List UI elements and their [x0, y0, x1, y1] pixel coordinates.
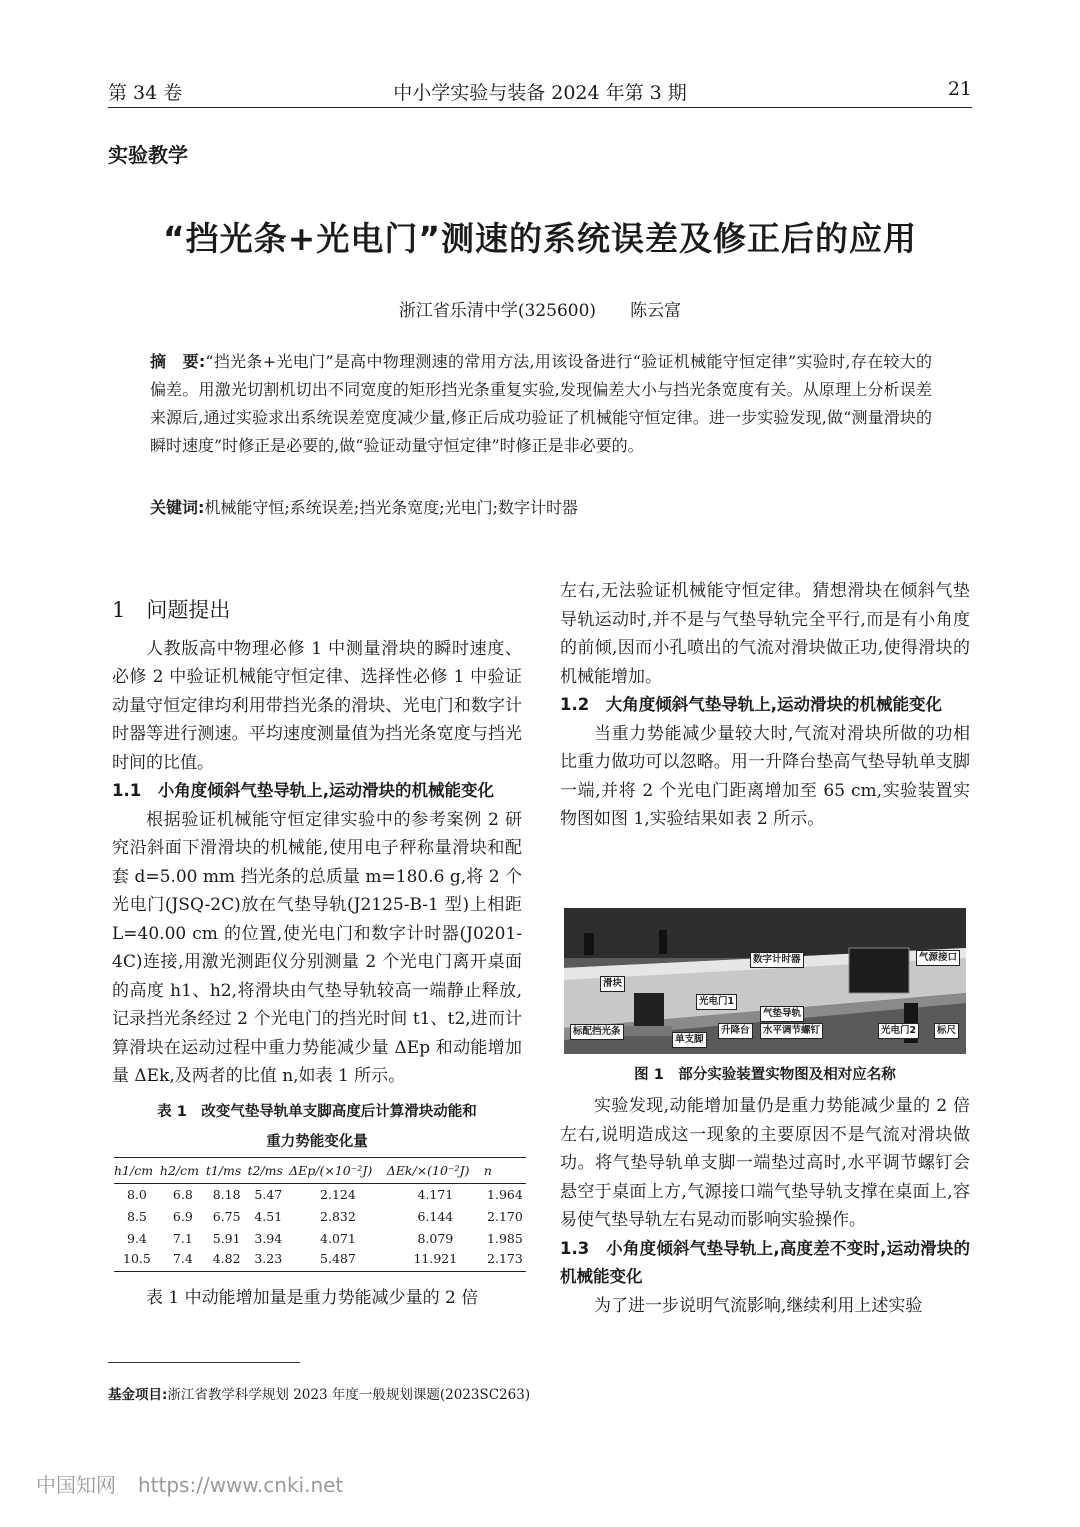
paragraph: 为了进一步说明气流影响,继续利用上述实验 [594, 1295, 923, 1316]
table-row [114, 1183, 526, 1205]
table-cell: 6.75 [212, 1208, 241, 1224]
table-header: h1/cm [114, 1157, 160, 1183]
table-cell: 8.079 [417, 1230, 454, 1246]
keywords-text: 机械能守恒;系统误差;挡光条宽度;光电门;数字计时器 [204, 498, 578, 517]
fig-label: 标尺 [934, 1023, 959, 1039]
table-cell: 1.985 [487, 1230, 523, 1246]
cnki-watermark [36, 1469, 343, 1498]
paragraph: 实验发现,动能增加量仍是重力势能减少量的 2 倍左右,说明造成这一现象的主要原因不是气流对滑块做功。将气垫导轨单支脚一端垫过高时,水平调节螺钉会悬空于桌面上方,气源接口端气垫导轨支撑在桌面上,容易使气垫导轨左右晃动而影响实验操作。 [560, 1096, 970, 1230]
table-cell: 5.47 [254, 1186, 283, 1202]
table-cell: 4.171 [417, 1186, 454, 1202]
paragraph: 左右,无法验证机械能守恒定律。猜想滑块在倾斜气垫导轨运动时,并不是与气垫导轨完全平行,而是有小角度的前倾,因而小孔喷出的气流对滑块做正功,使得滑块的机械能增加。 [560, 581, 970, 687]
paragraph: 表 1 中动能增加量是重力势能减少量的 2 倍 [146, 1287, 479, 1308]
subsection-heading-1-2: 1.2 大角度倾斜气垫导轨上,运动滑块的机械能变化 [560, 695, 942, 714]
table-row [114, 1205, 526, 1227]
figure-1-photo [564, 908, 966, 1054]
table-header: t1/ms [206, 1157, 248, 1183]
table-row [114, 1227, 526, 1249]
table-header: ΔEk/×(10⁻²J) [387, 1157, 484, 1183]
fig-label: 数字计时器 [750, 952, 804, 968]
table-cell: 8.18 [212, 1186, 241, 1202]
paragraph: 根据验证机械能守恒定律实验中的参考案例 2 研究沿斜面下滑滑块的机械能,使用电子秤称量滑块和配套 d=5.00 mm 挡光条的总质量 m=180.6 g,将 2 个光电门(JSQ-2C)放在气垫导轨(J2125-B-1 型)上相距 L=40.00 cm 的位置,使光电门和数字计时器(J0201-4C)连接,用激光测距仪分别测量 2 个光电门离开桌面的高度 h1、h2,将滑块由气垫导轨较高一端静止释放,记录挡光条经过 2 个光电门的挡光时间 t1、t2,进而计算滑块在运动过程中重力势能减少量 ΔEp 和动能增加量 ΔEk,及两者的比值 n,如表 1 所示。 [112, 809, 522, 1086]
paper-title: “挡光条+光电门”测速的系统误差及修正后的应用 [162, 219, 918, 258]
paragraph: 当重力势能减少量较大时,气流对滑块所做的功相比重力做功可以忽略。用一升降台垫高气垫导轨单支脚一端,并将 2 个光电门距离增加至 65 cm,实验装置实物图如图 1,实验结果如表 2 所示。 [560, 723, 970, 829]
table-cell: 2.124 [320, 1186, 356, 1202]
table-cell: 2.832 [320, 1208, 356, 1224]
fig-label: 滑块 [600, 976, 625, 992]
table-cell: 4.51 [254, 1208, 283, 1224]
volume-label: 第 34 卷 [108, 82, 183, 104]
fig-label: 气源接口 [916, 950, 960, 966]
header-rule [108, 107, 972, 108]
journal-name: 中小学实验与装备 2024 年第 3 期 [393, 82, 687, 104]
keywords-label: 关键词: [150, 498, 205, 517]
abstract-text: “挡光条+光电门”是高中物理测速的常用方法,用该设备进行“验证机械能守恒定律”实验时,存在较大的偏差。用激光切割机切出不同宽度的矩形挡光条重复实验,发现偏差大小与挡光条宽度有关。从原理上分析误差来源后,通过实验求出系统误差宽度减少量,修正后成功验证了机械能守恒定律。进一步实验发现,做“测量滑块的瞬时速度”时修正是必要的,做“验证动量守恒定律”时修正是非必要的。 [150, 352, 932, 455]
table-cell: 11.921 [387, 1249, 484, 1271]
section-heading-1: 1 问题提出 [112, 598, 231, 622]
footnote-rule [108, 1362, 300, 1363]
table-cell: 4.071 [320, 1230, 356, 1246]
table-cell: 1.964 [487, 1186, 523, 1202]
table-caption-line1: 表 1 改变气垫导轨单支脚高度后计算滑块动能和 [157, 1103, 477, 1120]
keywords [150, 495, 932, 521]
table-cell: 4.82 [206, 1249, 248, 1271]
table-cell: 8.0 [127, 1186, 147, 1202]
table-cell: 6.144 [417, 1208, 454, 1224]
table-cell: 7.4 [160, 1249, 206, 1271]
table-cell: 6.8 [172, 1186, 193, 1202]
table-caption-line2: 重力势能变化量 [266, 1133, 368, 1150]
table-cell: 3.23 [247, 1249, 289, 1271]
author-line: 浙江省乐清中学(325600) 陈云富 [398, 301, 682, 321]
table-cell: 3.94 [254, 1230, 283, 1246]
table-header: ΔEp/(×10⁻²J) [289, 1157, 387, 1183]
abstract [150, 348, 932, 460]
fig-label: 水平调节螺钉 [760, 1023, 823, 1039]
table-cell: 7.1 [172, 1230, 193, 1246]
table-cell: 2.170 [487, 1208, 523, 1224]
table-cell: 5.487 [289, 1249, 387, 1271]
table-cell: 9.4 [127, 1230, 147, 1246]
abstract-label: 摘 要: [150, 352, 206, 371]
left-column [112, 588, 522, 1312]
right-column-bottom [560, 1092, 970, 1320]
fig-label: 光电门2 [878, 1023, 919, 1039]
section-tag: 实验教学 [108, 143, 188, 167]
figure-1-caption: 图 1 部分实验装置实物图及相对应名称 [634, 1067, 896, 1083]
fig-label: 光电门1 [696, 994, 737, 1010]
cnki-url[interactable]: https://www.cnki.net [138, 1473, 344, 1497]
fund-label: 基金项目: [108, 1387, 168, 1403]
subsection-heading-1-1: 1.1 小角度倾斜气垫导轨上,运动滑块的机械能变化 [112, 781, 494, 800]
cnki-brand: 中国知网 [36, 1473, 116, 1497]
fig-label: 单支脚 [672, 1032, 707, 1048]
fund-note [108, 1383, 530, 1403]
table-header: h2/cm [160, 1157, 206, 1183]
table-cell: 10.5 [114, 1249, 160, 1271]
data-table-1 [114, 1157, 526, 1272]
subsection-heading-1-3: 1.3 小角度倾斜气垫导轨上,高度差不变时,运动滑块的机械能变化 [560, 1238, 970, 1286]
fig-label: 标配挡光条 [570, 1024, 624, 1040]
right-column-top [560, 577, 970, 834]
fig-label: 气垫导轨 [760, 1006, 804, 1022]
table-cell: 5.91 [212, 1230, 241, 1246]
paragraph: 人教版高中物理必修 1 中测量滑块的瞬时速度、必修 2 中验证机械能守恒定律、选择性必修 1 中验证动量守恒定律均利用带挡光条的滑块、光电门和数字计时器等进行测速。平均速度测量值为挡光条宽度与挡光时间的比值。 [112, 638, 522, 773]
fig-label: 升降台 [718, 1023, 753, 1039]
page-number: 21 [947, 78, 972, 100]
fund-text: 浙江省教学科学规划 2023 年度一般规划课题(2023SC263) [167, 1387, 531, 1403]
table-row [114, 1249, 526, 1271]
table-header: t2/ms [247, 1157, 289, 1183]
table-header: n [484, 1157, 526, 1183]
table-cell: 2.173 [484, 1249, 526, 1271]
table-cell: 6.9 [172, 1208, 193, 1224]
table-cell: 8.5 [127, 1208, 147, 1224]
